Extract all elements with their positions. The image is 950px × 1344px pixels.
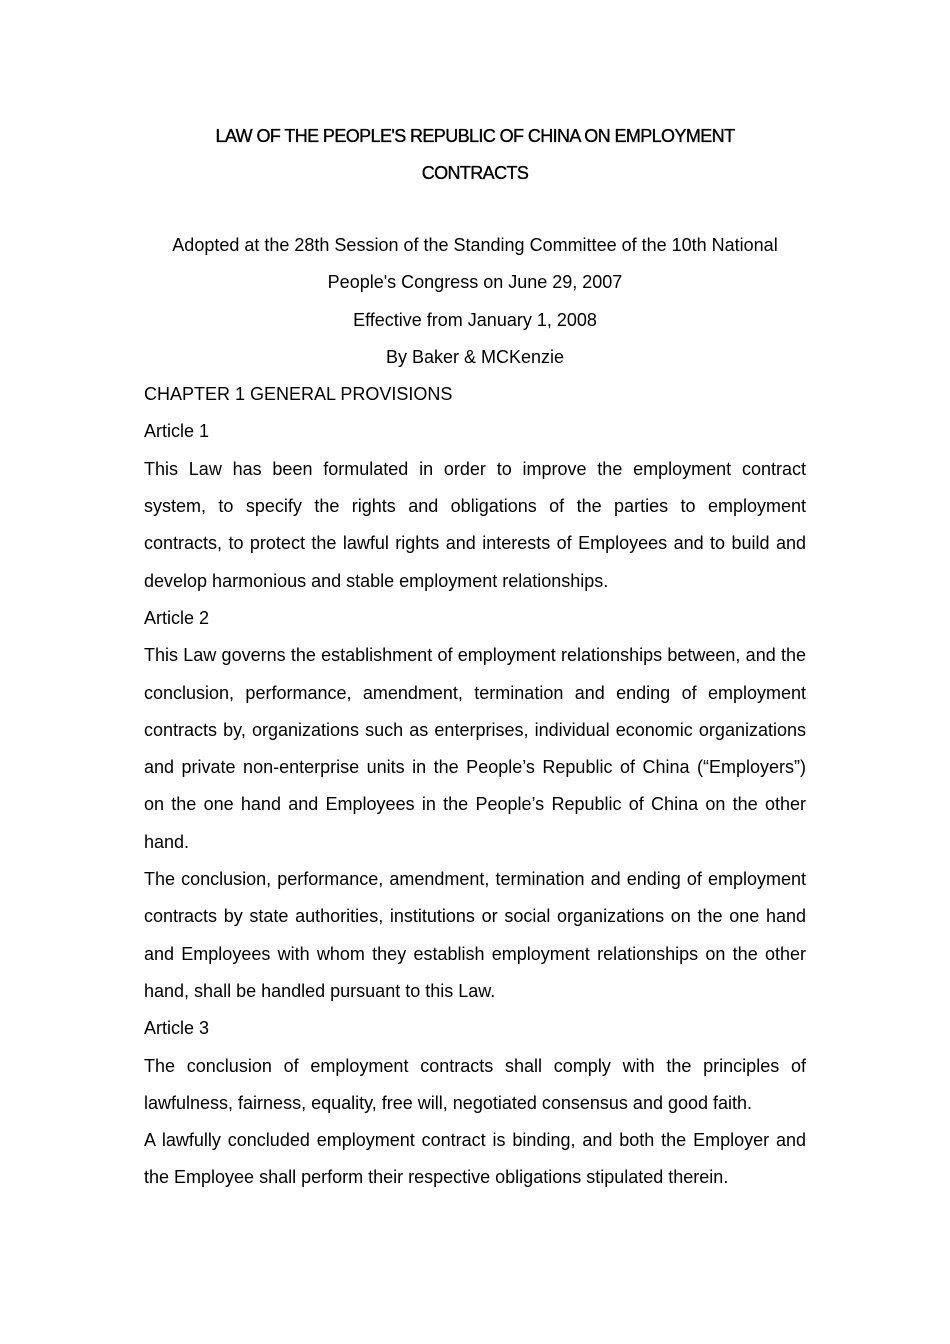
article-3-paragraph-1: The conclusion of employment contracts shall comply with the principles of lawfulness, fairness, equality, free will, negotiated consensus and good faith.	[144, 1055, 806, 1113]
adopted-line-2: People's Congress on June 29, 2007	[327, 272, 623, 293]
article-3-heading: Article 3	[144, 1018, 210, 1039]
title-spacer	[144, 192, 806, 227]
article-2-paragraph-1: This Law governs the establishment of employment relationships between, and the conclusion, performance, amendment, termination and ending of employment contracts by, organizations such as enterprises, individual economic organizations and private non-enterprise units in the People’s Republic of China (“Employers”) on the one hand and Employees in the People’s Republic of China on the other hand.	[144, 645, 806, 852]
adopted-line-1: Adopted at the 28th Session of the Standing Committee of the 10th National	[172, 235, 778, 255]
article-2-heading: Article 2	[144, 607, 210, 628]
document-page	[144, 118, 806, 1197]
effective-date: Effective from January 1, 2008	[353, 309, 597, 330]
document-title-line-2: CONTRACTS	[421, 163, 529, 183]
article-1-heading: Article 1	[144, 421, 210, 442]
translator-credit: By Baker & MCKenzie	[385, 346, 565, 367]
chapter-heading: CHAPTER 1 GENERAL PROVISIONS	[144, 384, 453, 405]
document-title-line-1: LAW OF THE PEOPLE'S REPUBLIC OF CHINA ON EMPLOYMENT	[215, 126, 735, 146]
article-3-paragraph-2: A lawfully concluded employment contract is binding, and both the Employer and the Employee shall perform their respective obligations stipulated therein.	[144, 1130, 806, 1188]
article-2-paragraph-2: The conclusion, performance, amendment, termination and ending of employment contracts by state authorities, institutions or social organizations on the one hand and Employees with whom they establish employment relationships on the other hand, shall be handled pursuant to this Law.	[144, 869, 806, 1001]
article-1-paragraph-1: This Law has been formulated in order to improve the employment contract system, to specify the rights and obligations of the parties to employment contracts, to protect the lawful rights and interests of Employees and to build and develop harmonious and stable employment relationships.	[144, 458, 806, 591]
